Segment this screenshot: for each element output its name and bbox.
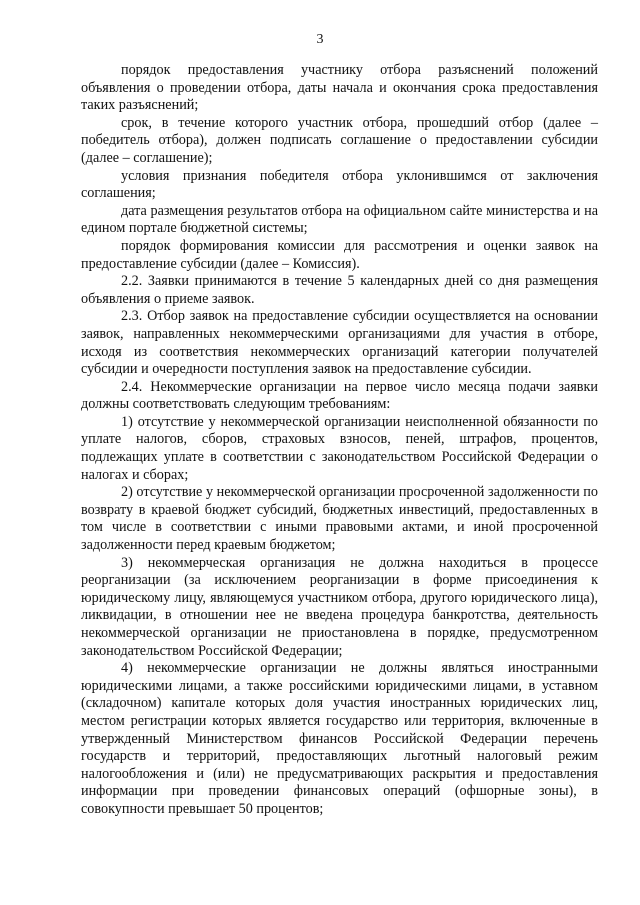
paragraph-clarification-procedure: порядок предоставления участнику отбора разъяснений положений объявления о проведении отбора, даты начала и окончания срока предоставления таких разъяснений; [81,62,598,114]
paragraph-evasion-conditions: условия признания победителя отбора уклонившимся от заключения соглашения; [81,167,598,202]
paragraph-2-3: 2.3. Отбор заявок на предоставление субсидии осуществляется на основании заявок, направленных некоммерческими организациями для участия в отборе, исходя из соответствия некоммерческих организаций категории получателей субсидии и очередности поступления заявок на предоставление субсидии. [81,308,598,378]
requirement-3: 3) некоммерческая организация не должна находиться в процессе реорганизации (за исключением реорганизации в форме присоединения к юридическому лицу, являющемуся участником отбора, другого юридического лица), ликвидации, в отношении нее не введена процедура банкротства, деятельность некоммерческой организации не приостановлена в порядке, предусмотренном законодательством Российской Федерации; [81,554,598,659]
page-number: 3 [316,32,324,47]
requirement-1: 1) отсутствие у некоммерческой организации неисполненной обязанности по уплате налогов, сборов, страховых взносов, пеней, штрафов, процентов, подлежащих уплате в соответствии с законодательством Российской Федерации о налогах и сборах; [81,413,598,483]
document-body [81,62,598,819]
paragraph-agreement-deadline: срок, в течение которого участник отбора, прошедший отбор (далее – победитель отбора), должен подписать соглашение о предоставлении субсидии (далее – соглашение); [81,114,598,166]
paragraph-commission-formation: порядок формирования комиссии для рассмотрения и оценки заявок на предоставление субсидии (далее – Комиссия). [81,237,598,272]
paragraph-results-publication: дата размещения результатов отбора на официальном сайте министерства и на едином портале бюджетной системы; [81,202,598,237]
requirement-4: 4) некоммерческие организации не должны являться иностранными юридическими лицами, а также российскими юридическими лицами, в уставном (складочном) капитале которых доля участия иностранных юридических лиц, местом регистрации которых является государство или территория, включенные в утвержденный Министерством финансов Российской Федерации перечень государств и территорий, предоставляющих льготный налоговый режим налогообложения и (или) не предусматривающих раскрытия и предоставления информации при проведении финансовых операций (офшорные зоны), в совокупности превышает 50 процентов; [81,660,598,817]
paragraph-2-4: 2.4. Некоммерческие организации на первое число месяца подачи заявки должны соответствовать следующим требованиям: [81,378,598,413]
requirement-2: 2) отсутствие у некоммерческой организации просроченной задолженности по возврату в краевой бюджет субсидий, бюджетных инвестиций, предоставленных в том числе в соответствии с иными правовыми актами, и иной просроченной задолженности перед краевым бюджетом; [81,484,598,554]
paragraph-2-2: 2.2. Заявки принимаются в течение 5 календарных дней со дня размещения объявления о приеме заявок. [81,273,598,307]
